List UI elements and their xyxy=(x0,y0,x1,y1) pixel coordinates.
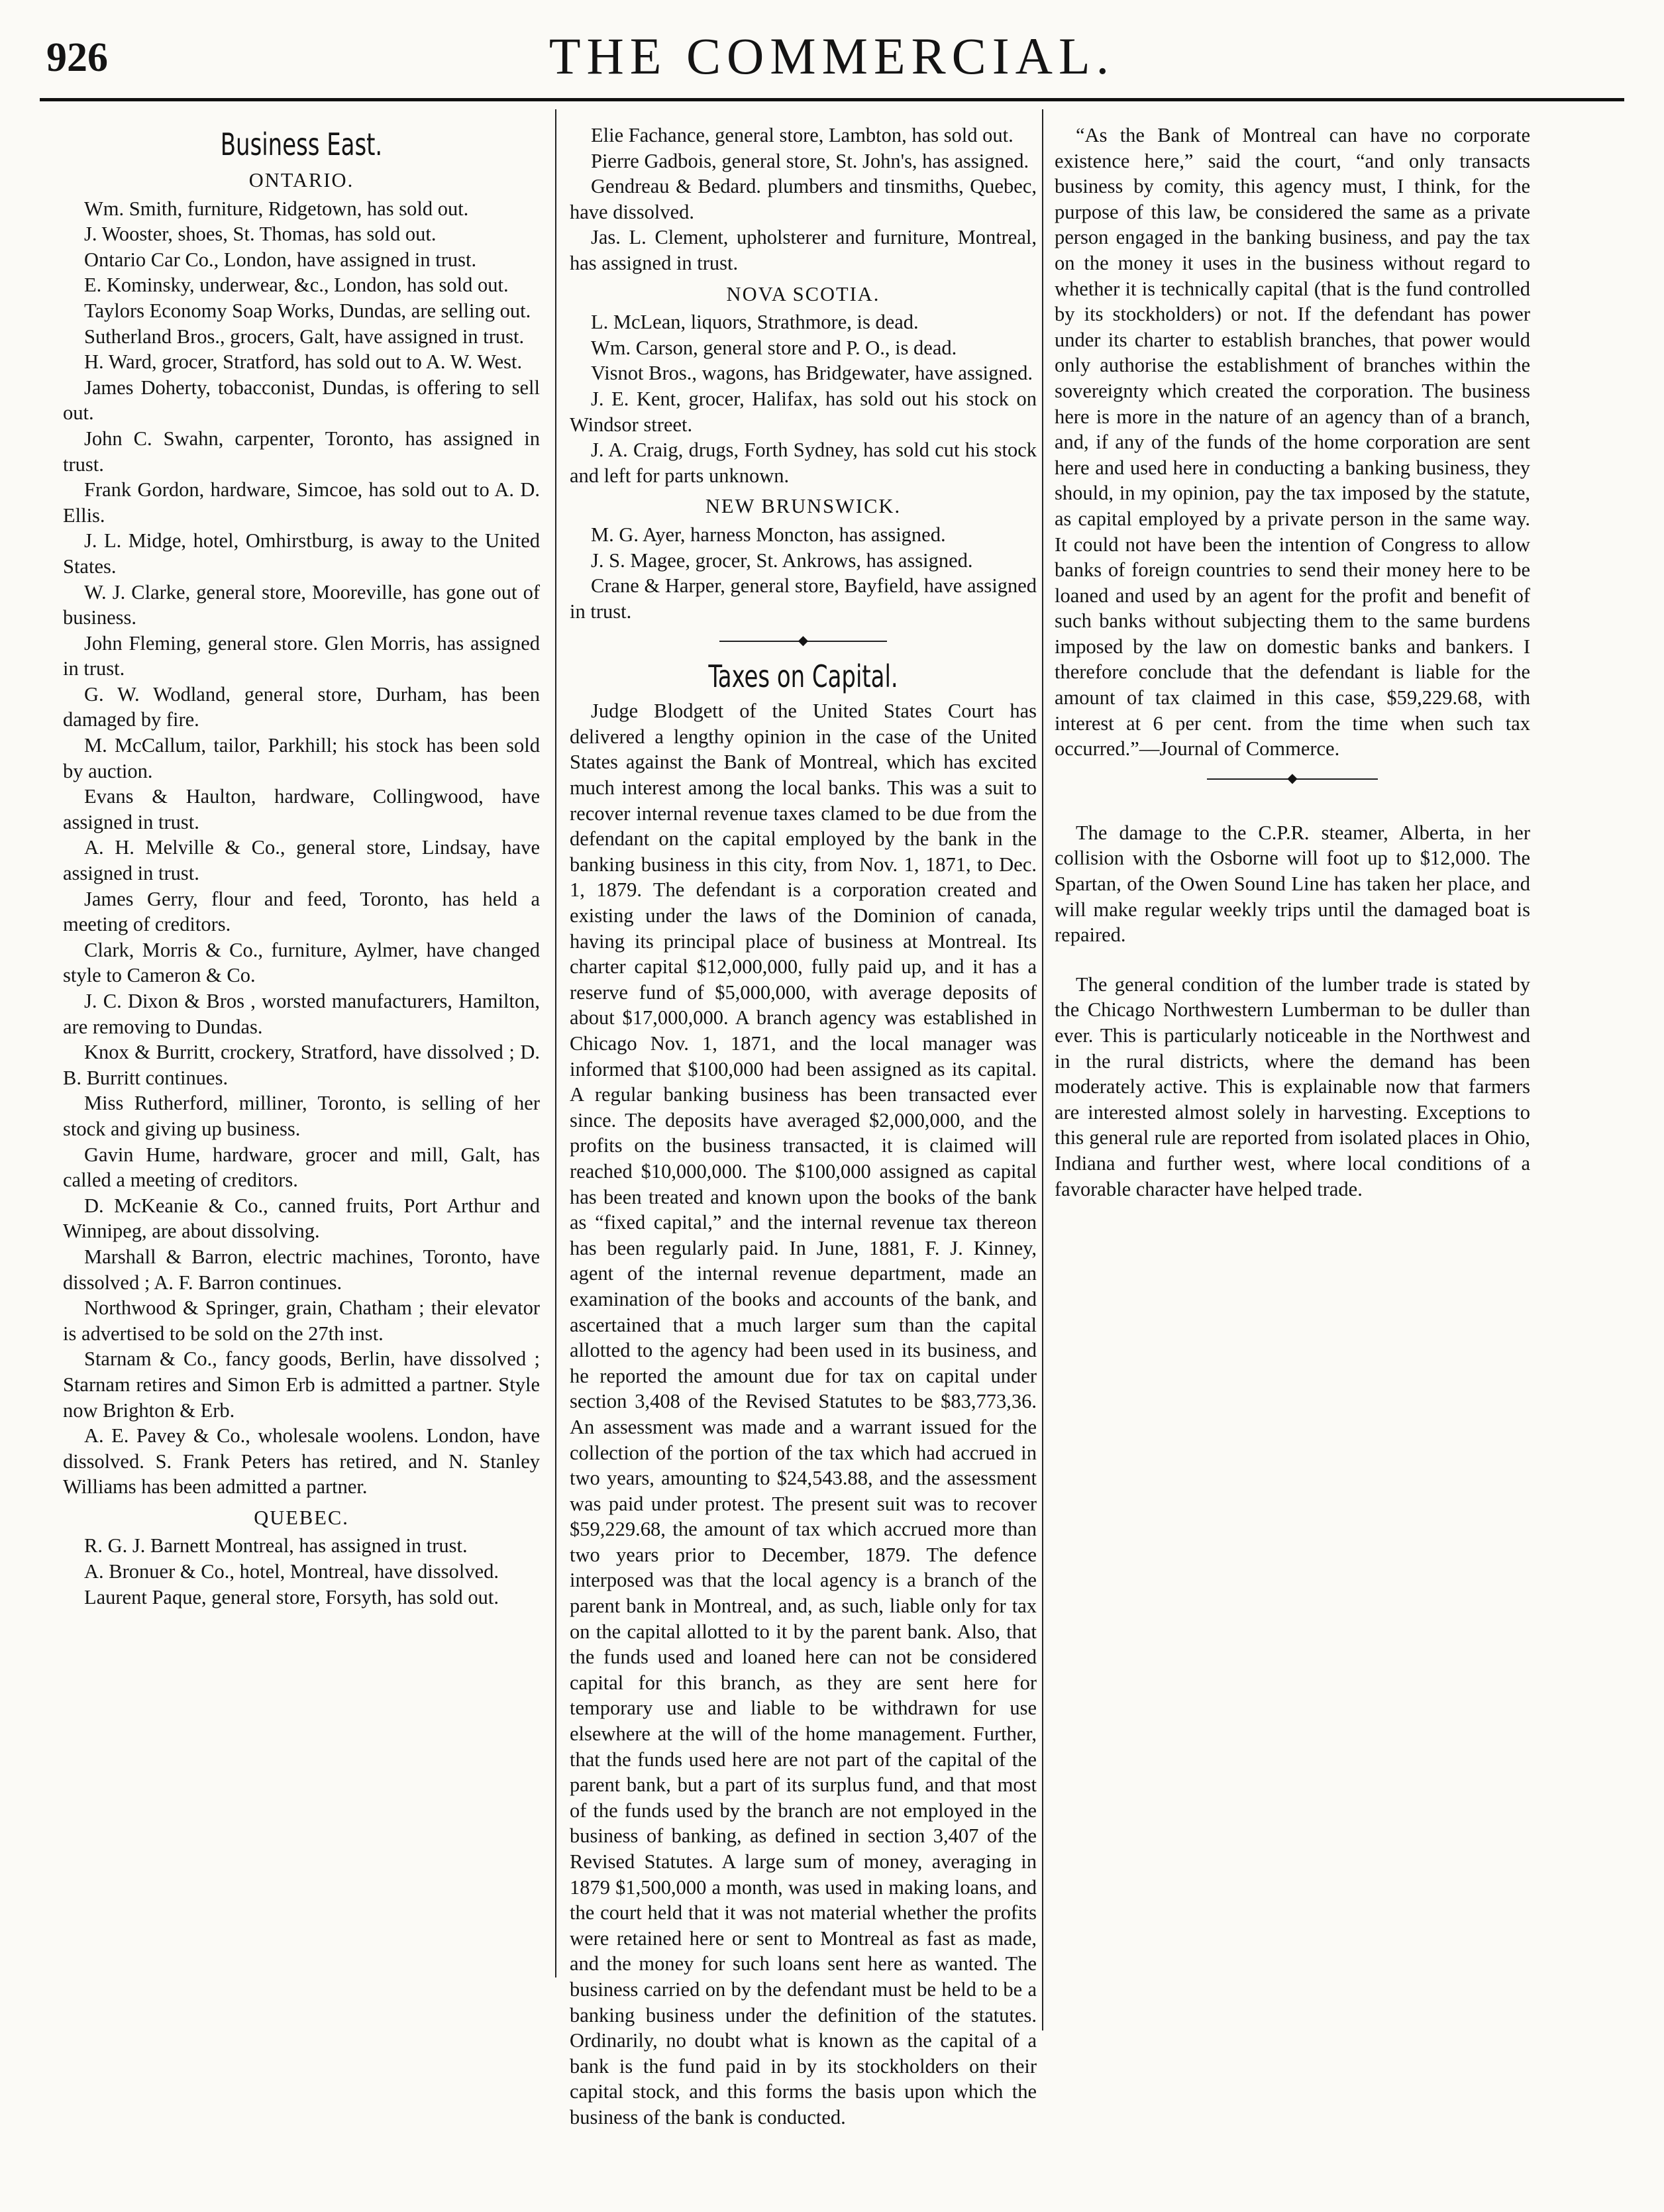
list-item: Evans & Haulton, hardware, Collingwood, have assigned in trust. xyxy=(63,785,540,833)
section-ornament xyxy=(1055,768,1530,790)
list-item: Jas. L. Clement, upholsterer and furniture, Montreal, has assigned in trust. xyxy=(570,226,1037,274)
list-item: Northwood & Springer, grain, Chatham ; their elevator is advertised to be sold on the 27th inst. xyxy=(63,1296,540,1345)
list-item: Laurent Paque, general store, Forsyth, has sold out. xyxy=(84,1585,499,1608)
list-item: James Gerry, flour and feed, Toronto, has held a meeting of creditors. xyxy=(63,887,540,936)
list-item: J. C. Dixon & Bros , worsted manufacturers, Hamilton, are removing to Dundas. xyxy=(63,990,540,1038)
province-label-quebec: QUEBEC. xyxy=(254,1506,349,1529)
list-item: G. W. Wodland, general store, Durham, has been damaged by fire. xyxy=(63,682,540,731)
list-item: John C. Swahn, carpenter, Toronto, has assigned in trust. xyxy=(63,427,540,476)
list-item: J. L. Midge, hotel, Omhirstburg, is away to the United States. xyxy=(63,529,540,578)
section-heading-taxes: Taxes on Capital. xyxy=(708,658,898,695)
list-item: Miss Rutherford, milliner, Toronto, is selling of her stock and giving up business. xyxy=(63,1092,540,1140)
list-item: Crane & Harper, general store, Bayfield, have assigned in trust. xyxy=(570,574,1037,623)
list-item: A. E. Pavey & Co., wholesale woolens. London, have dissolved. S. Frank Peters has retired, and N. Stanley Williams has been admitted a partner. xyxy=(63,1424,540,1499)
list-item: D. McKeanie & Co., canned fruits, Port Arthur and Winnipeg, are about dissolving. xyxy=(63,1194,540,1243)
list-item: Visnot Bros., wagons, has Bridgewater, have assigned. xyxy=(591,362,1033,385)
column-divider xyxy=(555,109,556,1977)
list-item: John Fleming, general store. Glen Morris, has assigned in trust. xyxy=(63,631,540,680)
list-item: E. Kominsky, underwear, &c., London, has sold out. xyxy=(84,274,509,297)
article-paragraph: Judge Blodgett of the United States Court has delivered a lengthy opinion in the case of the United States against the Bank of Montreal, which has excited much interest among the local banks. This was a suit to recover internal revenue taxes clamed to be due from the defendant on the capital employed by the bank in the banking business in this city, from Nov. 1, 1871, to Dec. 1, 1879. The defendant is a corporation created and existing under the laws of the Dominion of canada, having its principal place of business at Montreal. Its charter capital $12,000,000, fully paid up, and it has a reserve fund of $5,000,000, with average deposits of about $17,000,000. A branch agency was established in Chicago Nov. 1, 1871, and the local manager was informed that $100,000 had been assigned as its capital. A regular banking business has been transacted ever since. The deposits have averaged $2,000,000, and the profits on the business transacted, it is claimed will reached $10,000,000. The $100,000 assigned as capital has been treated and known upon the books of the bank as “fixed capital,” and the internal revenue tax thereon has been regularly paid. In June, 1881, F. J. Kinney, agent of the internal revenue department, made an examination of the books and accounts of the bank, and ascertained that a much larger sum than the capital allotted to the agency had been used in its business, and he reported the amount due for tax on capital under section 3,408 of the Revised Statutes to be $83,773,36. An assessment was made and a warrant issued for the collection of the portion of the tax which had accrued in two years, amounting to $24,543.88, and the assessment was paid under protest. The present suit was to recover $59,229.68, the amount of tax which accrued more than two years prior to December, 1879. The defence interposed was that the local agency is a branch of the parent bank in Montreal, and, as such, liable only for tax on the capital allotted to it by the parent bank. Also, that the funds used and loaned here can not be considered capital for this branch, as they are sent here for temporary use and liable to be withdrawn for use elsewhere at the will of the home management. Further, that the funds used here are not part of the capital of the parent bank, but a part of its surplus fund, and that most of the funds used by the branch are not employed in the business of banking, as defined in section 3,407 of the Revised Statutes. A large sum of money, averaging in 1879 $1,500,000 a month, was used in making loans, and the court held that it was not material whether the profits were retained here or sent to Montreal as fast as made, and the money for such loans sent here as wanted. The business carried on by the defendant must be held to be a banking business under the definition of the statutes. Ordinarily, no doubt what is known as the capital of a bank is the fund paid in by its stockholders on their capital stock, and this forms the basis upon which the business of the bank is conducted. xyxy=(570,700,1037,2129)
list-item: Taylors Economy Soap Works, Dundas, are selling out. xyxy=(84,299,531,322)
column-divider xyxy=(1042,109,1043,2030)
province-label-ontario: ONTARIO. xyxy=(248,169,354,191)
section-ornament xyxy=(570,631,1037,652)
list-item: Wm. Carson, general store and P. O., is dead. xyxy=(591,336,957,359)
newspaper-title: THE COMMERCIAL. xyxy=(548,27,1116,85)
list-item: L. McLean, liquors, Strathmore, is dead. xyxy=(591,311,919,334)
list-item: Sutherland Bros., grocers, Galt, have assigned in trust. xyxy=(84,325,525,348)
news-note: The general condition of the lumber trade is stated by the Chicago Northwestern Lumberman to be duller than ever. This is particularly noticeable in the Northwest and in the rural districts, where the demand has been moderately active. This is explainable now that farmers are interested almost solely in harvesting. Exceptions to this general rule are reported from isolated places in Ohio, Indiana and further west, where local conditions of a favorable character have helped trade. xyxy=(1055,973,1530,1200)
list-item: Knox & Burritt, crockery, Stratford, have dissolved ; D. B. Burritt continues. xyxy=(63,1041,540,1089)
list-item: J. E. Kent, grocer, Halifax, has sold out his stock on Windsor street. xyxy=(570,387,1037,436)
list-item: Clark, Morris & Co., furniture, Aylmer, have changed style to Cameron & Co. xyxy=(63,938,540,987)
article-paragraph: “As the Bank of Montreal can have no corporate existence here,” said the court, “and only transacts business by comity, this agency must, I think, for the purpose of this law, be considered the same as a private person engaged in the banking business, and pay the tax on the money it uses in the business without regard to whether it is technically capital (that is the fund controlled by its stockholders) or not. If the defendant has power under its charter to establish branches, that power would only authorise the establishment of branches within the sovereignty which created the corporation. The business here is more in the nature of an agency than of a branch, and, if any of the funds of the home corporation are sent here and used here in conducting a banking business, they should, in my opinion, pay the tax imposed by the statute, as capital employed by a private person in the same way. It could not have been the intention of Congress to allow banks of foreign countries to send their money here to be loaned and used by an agent for the profit and benefit of such banks without subjecting them to the same burdens imposed by the law on domestic banks and bankers. I therefore conclude that the defendant is liable for the amount of tax claimed in this case, $59,229.68, with interest at 6 per cent. from the time when such tax occurred.”—Journal of Commerce. xyxy=(1055,124,1530,761)
column-left xyxy=(63,123,540,1610)
list-item: J. S. Magee, grocer, St. Ankrows, has assigned. xyxy=(591,549,973,572)
header-rule xyxy=(40,98,1624,101)
province-label-nova-scotia: NOVA SCOTIA. xyxy=(726,282,880,305)
column-right xyxy=(1055,123,1530,1202)
list-item: Starnam & Co., fancy goods, Berlin, have dissolved ; Starnam retires and Simon Erb is admitted a partner. Style now Brighton & Erb. xyxy=(63,1347,540,1422)
list-item: A. Bronuer & Co., hotel, Montreal, have dissolved. xyxy=(84,1560,499,1583)
page-number: 926 xyxy=(46,35,108,80)
page-header xyxy=(0,0,1664,106)
list-item: Pierre Gadbois, general store, St. John's, has assigned. xyxy=(591,149,1029,172)
list-item: Gavin Hume, hardware, grocer and mill, Galt, has called a meeting of creditors. xyxy=(63,1143,540,1192)
list-item: Ontario Car Co., London, have assigned in trust. xyxy=(84,248,477,271)
list-item: A. H. Melville & Co., general store, Lindsay, have assigned in trust. xyxy=(63,836,540,885)
section-heading-business-east: Business East. xyxy=(220,127,383,162)
list-item: J. Wooster, shoes, St. Thomas, has sold out. xyxy=(84,223,437,246)
list-item: Marshall & Barron, electric machines, Toronto, have dissolved ; A. F. Barron continues. xyxy=(63,1245,540,1294)
list-item: Gendreau & Bedard. plumbers and tinsmiths, Quebec, have dissolved. xyxy=(570,175,1037,223)
list-item: Frank Gordon, hardware, Simcoe, has sold out to A. D. Ellis. xyxy=(63,478,540,527)
list-item: J. A. Craig, drugs, Forth Sydney, has sold cut his stock and left for parts unknown. xyxy=(570,439,1037,487)
province-label-new-brunswick: NEW BRUNSWICK. xyxy=(705,495,902,518)
list-item: M. McCallum, tailor, Parkhill; his stock has been sold by auction. xyxy=(63,734,540,782)
list-item: Wm. Smith, furniture, Ridgetown, has sold out. xyxy=(84,197,469,220)
list-item: R. G. J. Barnett Montreal, has assigned in trust. xyxy=(84,1534,468,1557)
list-item: Elie Fachance, general store, Lambton, has sold out. xyxy=(591,124,1014,146)
list-item: M. G. Ayer, harness Moncton, has assigned. xyxy=(591,523,946,546)
list-item: James Doherty, tobacconist, Dundas, is offering to sell out. xyxy=(63,376,540,425)
news-note: The damage to the C.P.R. steamer, Alberta, in her collision with the Osborne will foot up to $12,000. The Spartan, of the Owen Sound Line has taken her place, and will make regular weekly trips until the damaged boat is repaired. xyxy=(1055,821,1530,947)
list-item: H. Ward, grocer, Stratford, has sold out to A. W. West. xyxy=(84,350,523,374)
list-item: W. J. Clarke, general store, Mooreville, has gone out of business. xyxy=(63,580,540,629)
column-middle xyxy=(570,123,1037,2131)
